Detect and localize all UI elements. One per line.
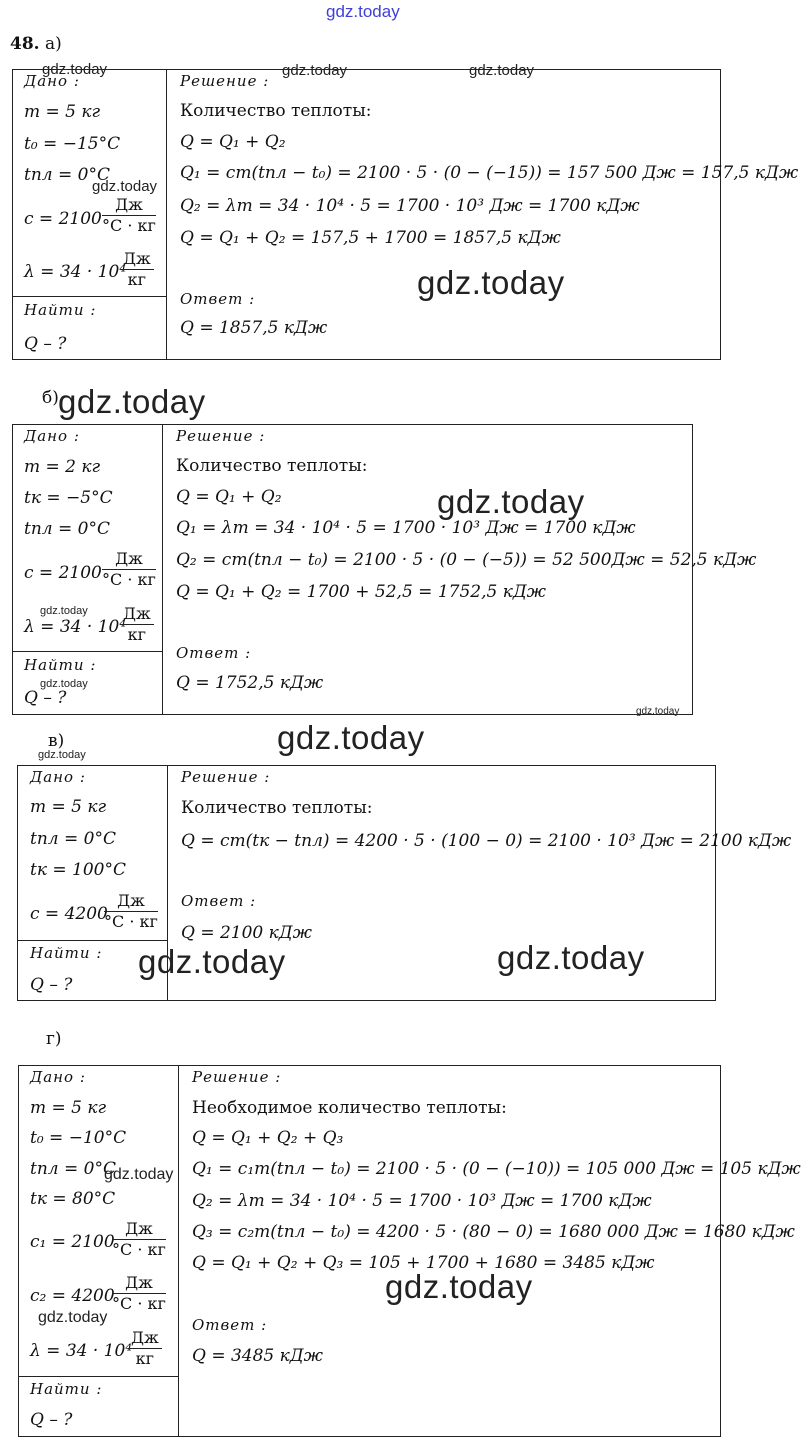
c-units — [102, 549, 156, 590]
answer-label: Ответ : — [192, 1316, 268, 1334]
given-mass: m = 2 кг — [24, 457, 101, 477]
watermark-top[interactable]: gdz.today — [326, 2, 400, 21]
find-q: Q – ? — [30, 1410, 73, 1430]
solution-line: Q₂ = λm = 34 · 10⁴ · 5 = 1700 · 10³ Дж = 1700 кДж — [180, 196, 640, 216]
given-t0: t₀ = −10°C — [30, 1128, 127, 1148]
given-tk: tк = 100°C — [30, 860, 126, 880]
lambda-units — [120, 249, 154, 290]
part-d-label: г) — [46, 1029, 62, 1049]
given-tpl: tпл = 0°C — [30, 1159, 116, 1179]
given-mass: m = 5 кг — [30, 797, 107, 817]
solution-line: Q₂ = λm = 34 · 10⁴ · 5 = 1700 · 10³ Дж = 1700 кДж — [192, 1191, 652, 1211]
given-lambda: λ = 34 · 10⁴ — [24, 617, 127, 637]
solution-line: Q₃ = c₂m(tпл − t₀) = 4200 · 5 · (80 − 0) = 1680 000 Дж = 1680 кДж — [192, 1222, 795, 1242]
lambda-unit-den: кг — [135, 1349, 155, 1368]
c-unit-num: Дж — [112, 1273, 166, 1294]
find-q: Q – ? — [30, 975, 73, 995]
solution-line: Q₁ = c₁m(tпл − t₀) = 2100 · 5 · (0 − (−10)) = 105 000 Дж = 105 кДж — [192, 1159, 801, 1179]
c-unit-num: Дж — [112, 1219, 166, 1240]
find-label: Найти : — [30, 944, 103, 962]
watermark[interactable]: gdz.today — [277, 719, 425, 756]
given-t0: t₀ = −15°C — [24, 134, 121, 154]
watermark[interactable]: gdz.today — [92, 178, 158, 195]
given-c1: c₁ = 2100 — [30, 1232, 115, 1252]
part-c-label: в) — [48, 731, 65, 751]
answer-value: Q = 1752,5 кДж — [176, 673, 324, 693]
c-units — [102, 195, 156, 236]
lambda-unit-num: Дж — [120, 604, 154, 625]
solution-line: Q = Q₁ + Q₂ + Q₃ — [192, 1128, 344, 1148]
solution-label: Решение : — [192, 1068, 282, 1086]
watermark[interactable]: gdz.today — [40, 605, 88, 617]
solution-line: Количество теплоты: — [180, 101, 372, 121]
watermark[interactable]: gdz.today — [469, 62, 535, 79]
part-c-find-divider — [17, 940, 167, 941]
c-unit-den: °C · кг — [112, 1294, 166, 1313]
watermark[interactable]: gdz.today — [40, 678, 88, 690]
part-b-label: б) — [42, 388, 59, 408]
part-a-divider — [166, 69, 167, 360]
lambda-unit-num: Дж — [128, 1328, 162, 1349]
given-c2: c₂ = 4200 — [30, 1286, 115, 1306]
solution-label: Решение : — [181, 768, 271, 786]
given-tk: tк = −5°C — [24, 488, 113, 508]
given-label: Дано : — [30, 1068, 86, 1086]
watermark[interactable]: gdz.today — [38, 1309, 108, 1326]
watermark[interactable]: gdz.today — [417, 264, 565, 301]
watermark[interactable]: gdz.today — [497, 939, 645, 976]
lambda-unit-den: кг — [127, 270, 147, 289]
answer-value: Q = 2100 кДж — [181, 923, 312, 943]
c-unit-den: °C · кг — [104, 912, 158, 931]
watermark[interactable]: gdz.today — [138, 943, 286, 980]
given-tpl: tпл = 0°C — [30, 829, 116, 849]
part-a-label: а) — [44, 34, 62, 54]
given-tpl: tпл = 0°C — [24, 165, 110, 185]
solution-line: Q = Q₁ + Q₂ — [180, 132, 286, 152]
watermark[interactable]: gdz.today — [282, 62, 348, 79]
part-b-divider — [162, 424, 163, 715]
given-label: Дано : — [30, 768, 86, 786]
watermark[interactable]: gdz.today — [437, 483, 585, 520]
c-unit-den: °C · кг — [102, 570, 156, 589]
solution-line: Q₁ = cm(tпл − t₀) = 2100 · 5 · (0 − (−15)) = 157 500 Дж = 157,5 кДж — [180, 163, 799, 183]
c2-units — [112, 1273, 166, 1314]
find-q: Q – ? — [24, 334, 67, 354]
c-unit-num: Дж — [104, 891, 158, 912]
find-label: Найти : — [24, 301, 97, 319]
solution-label: Решение : — [176, 427, 266, 445]
given-label: Дано : — [24, 72, 80, 90]
part-a-find-divider — [12, 296, 166, 297]
find-label: Найти : — [24, 656, 97, 674]
find-label: Найти : — [30, 1380, 103, 1398]
lambda-units — [128, 1328, 162, 1369]
answer-label: Ответ : — [181, 892, 257, 910]
solution-line: Количество теплоты: — [176, 456, 368, 476]
answer-value: Q = 3485 кДж — [192, 1346, 323, 1366]
part-b-find-divider — [12, 651, 162, 652]
given-label: Дано : — [24, 427, 80, 445]
c1-units — [112, 1219, 166, 1260]
lambda-unit-num: Дж — [120, 249, 154, 270]
lambda-units — [120, 604, 154, 645]
given-tpl: tпл = 0°C — [24, 519, 110, 539]
solution-line: Q = Q₁ + Q₂ + Q₃ = 105 + 1700 + 1680 = 3485 кДж — [192, 1253, 655, 1273]
given-mass: m = 5 кг — [30, 1098, 107, 1118]
solution-line: Q₂ = cm(tпл − t₀) = 2100 · 5 · (0 − (−5)) = 52 500Дж = 52,5 кДж — [176, 550, 757, 570]
watermark[interactable]: gdz.today — [42, 61, 108, 78]
given-c: c = 4200 — [30, 904, 108, 924]
part-d-find-divider — [18, 1376, 178, 1377]
watermark[interactable]: gdz.today — [636, 706, 680, 717]
c-units — [104, 891, 158, 932]
answer-value: Q = 1857,5 кДж — [180, 318, 328, 338]
watermark[interactable]: gdz.today — [385, 1268, 533, 1305]
solution-line: Необходимое количество теплоты: — [192, 1098, 507, 1118]
given-c: c = 2100 — [24, 209, 102, 229]
watermark[interactable]: gdz.today — [38, 749, 86, 761]
c-unit-den: °C · кг — [102, 216, 156, 235]
solution-label: Решение : — [180, 72, 270, 90]
given-c: c = 2100 — [24, 563, 102, 583]
solution-line: Q = cm(tк − tпл) = 4200 · 5 · (100 − 0) = 2100 · 10³ Дж = 2100 кДж — [181, 831, 792, 851]
c-unit-den: °C · кг — [112, 1240, 166, 1259]
answer-label: Ответ : — [180, 290, 256, 308]
c-unit-num: Дж — [102, 195, 156, 216]
watermark[interactable]: gdz.today — [104, 1166, 174, 1183]
part-d-divider — [178, 1065, 179, 1437]
given-mass: m = 5 кг — [24, 102, 101, 122]
solution-line: Q = Q₁ + Q₂ — [176, 487, 282, 507]
find-q: Q – ? — [24, 688, 67, 708]
problem-number: 48. — [10, 34, 40, 54]
lambda-unit-den: кг — [127, 625, 147, 644]
given-tk: tк = 80°C — [30, 1189, 116, 1209]
given-lambda: λ = 34 · 10⁴ — [30, 1341, 133, 1361]
solution-line: Q₁ = λm = 34 · 10⁴ · 5 = 1700 · 10³ Дж = 1700 кДж — [176, 518, 636, 538]
watermark[interactable]: gdz.today — [58, 383, 206, 420]
solution-line: Q = Q₁ + Q₂ = 157,5 + 1700 = 1857,5 кДж — [180, 228, 561, 248]
solution-line: Количество теплоты: — [181, 798, 373, 818]
problem-header — [10, 34, 62, 54]
solution-line: Q = Q₁ + Q₂ = 1700 + 52,5 = 1752,5 кДж — [176, 582, 546, 602]
given-lambda: λ = 34 · 10⁴ — [24, 262, 127, 282]
c-unit-num: Дж — [102, 549, 156, 570]
answer-label: Ответ : — [176, 644, 252, 662]
